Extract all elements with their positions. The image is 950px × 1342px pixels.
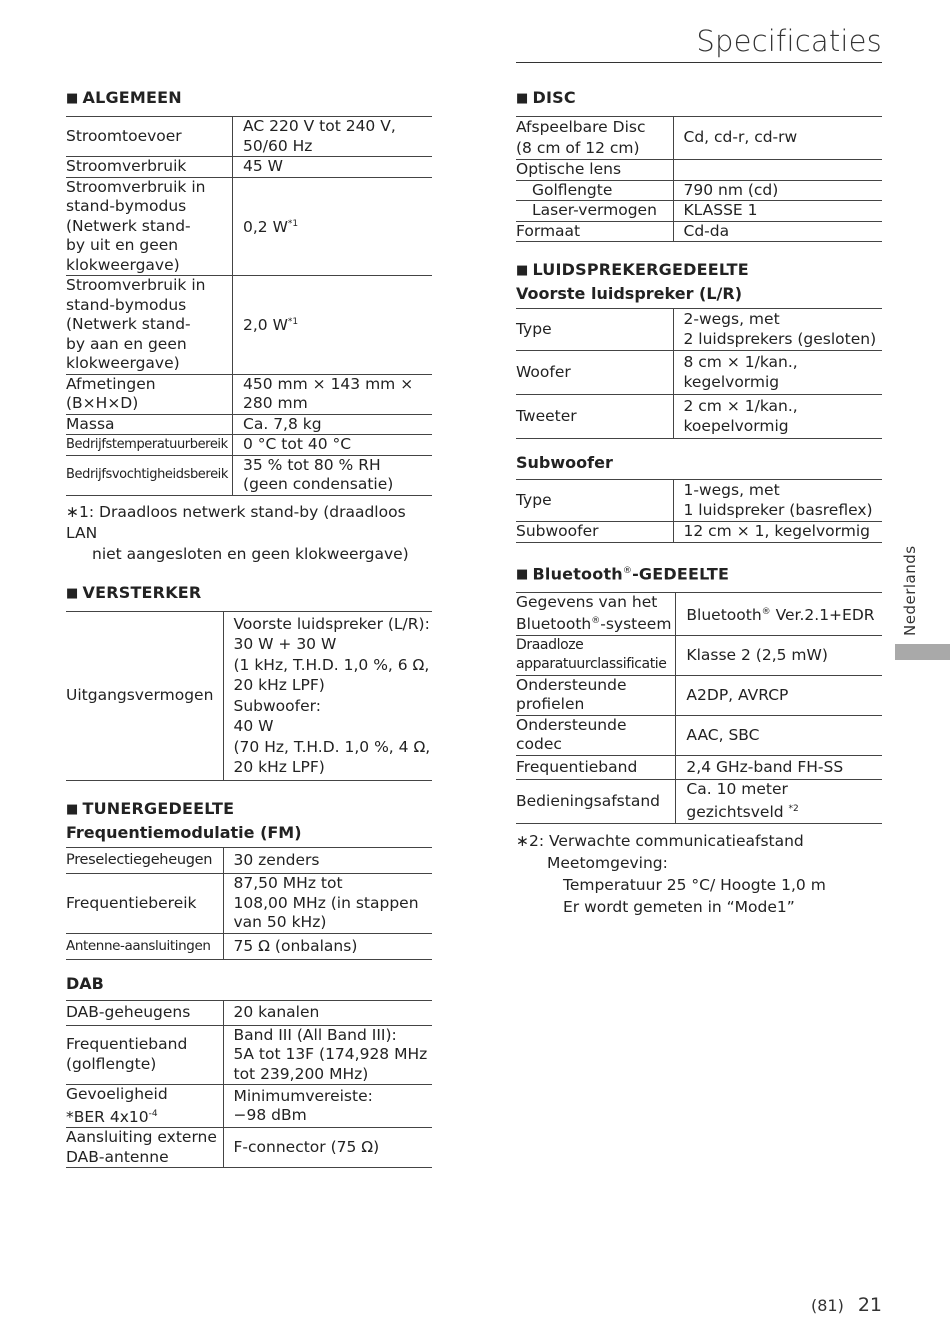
- registered-mark: ®: [761, 606, 771, 617]
- registered-mark: ®: [591, 616, 601, 627]
- table-row: [516, 755, 882, 780]
- spec-value-text: 2,0 W: [243, 316, 288, 335]
- table-row: [516, 592, 882, 635]
- spec-value-text: Ver.2.1+EDR: [770, 605, 875, 624]
- bluetooth-heading-text: -GEDEELTE: [632, 563, 730, 583]
- table-row: [66, 1001, 432, 1026]
- subwoofer-table: [516, 479, 882, 543]
- spec-key: Stroomtoevoer: [66, 117, 233, 157]
- page-number: [811, 1294, 882, 1316]
- algemeen-table: [66, 116, 432, 496]
- spec-value: [676, 780, 882, 823]
- versterker-table: [66, 611, 432, 781]
- section-heading-algemeen: [66, 88, 432, 110]
- table-row: [66, 1128, 432, 1168]
- spec-value-text: 0,2 W: [243, 218, 288, 237]
- table-row: [66, 374, 432, 414]
- table-row: [66, 276, 432, 375]
- language-label: Nederlands: [901, 545, 919, 636]
- table-row: [66, 1085, 432, 1128]
- spec-key: Bedieningsafstand: [516, 780, 676, 823]
- spec-key: Bedrijfstemperatuurbereik: [66, 435, 233, 456]
- square-bullet-icon: ■: [66, 585, 79, 601]
- table-row: [66, 117, 432, 157]
- page-title: Specificaties: [516, 24, 882, 63]
- footnote-ref: *2: [788, 803, 799, 814]
- tuner-heading-text: TUNERGEDEELTE: [82, 798, 235, 818]
- versterker-heading-text: VERSTERKER: [82, 582, 202, 602]
- spec-key: Ondersteunde codec: [516, 715, 676, 755]
- spec-key: Antenne-aansluitingen: [66, 933, 223, 960]
- footnote-mark: ∗2:: [516, 831, 545, 850]
- subwoofer-subheading: Subwoofer: [516, 453, 613, 472]
- section-heading-disc: [516, 88, 882, 110]
- spec-key-text: Gevoeligheid *BER 4x10: [66, 1085, 168, 1126]
- spec-value: [673, 160, 882, 181]
- table-row: [516, 180, 882, 201]
- spec-value: 45 W: [243, 157, 283, 175]
- footnote-text: Temperatuur 25 °C/ Hoogte 1,0 m: [563, 875, 826, 894]
- spec-key: Type: [516, 309, 673, 351]
- bluetooth-heading-text: Bluetooth: [532, 563, 623, 583]
- footnote-2: [516, 830, 882, 918]
- footnote-ref: *1: [287, 218, 299, 229]
- disc-table: [516, 116, 882, 242]
- table-row: [66, 1025, 432, 1085]
- table-row: [516, 160, 882, 181]
- left-column: [66, 88, 432, 1168]
- spec-key: Golflengte: [516, 180, 673, 201]
- spec-value: 75 Ω (onbalans): [233, 936, 358, 955]
- bluetooth-table: [516, 592, 882, 824]
- spec-value: 0 °C tot 40 °C: [243, 435, 352, 453]
- disc-heading-text: DISC: [532, 88, 576, 107]
- table-row: [516, 480, 882, 522]
- spec-key: Subwoofer: [516, 522, 673, 543]
- square-bullet-icon: ■: [516, 91, 529, 106]
- section-heading-versterker: [66, 583, 432, 605]
- table-row: [66, 933, 432, 960]
- spec-key: Woofer: [516, 351, 673, 395]
- table-row: [66, 435, 432, 456]
- footnote-ref: *1: [287, 317, 299, 328]
- footnote-text: Er wordt gemeten in “Mode1”: [563, 897, 795, 916]
- spec-value: A2DP, AVRCP: [686, 685, 789, 704]
- footnote-1: [66, 502, 432, 565]
- section-heading-luidspreker: [516, 260, 882, 282]
- spec-value: [233, 276, 432, 375]
- table-row: [516, 522, 882, 543]
- spec-key: Frequentieband (golflengte): [66, 1025, 223, 1085]
- spec-key: Preselectiegeheugen: [66, 847, 223, 874]
- spec-value-text: Ca. 10 meter gezichtsveld: [686, 780, 788, 822]
- spec-value: Cd-da: [683, 221, 730, 240]
- table-row: [66, 177, 432, 276]
- luidspreker-heading-text: LUIDSPREKERGEDEELTE: [532, 260, 749, 279]
- spec-value: F-connector (75 Ω): [233, 1137, 380, 1156]
- spec-key: Laser-vermogen: [516, 201, 673, 222]
- spec-value: 12 cm × 1, kegelvormig: [683, 522, 870, 540]
- front-speaker-subheading: Voorste luidspreker (L/R): [516, 284, 743, 303]
- spec-value: Cd, cd-r, cd-rw: [683, 128, 798, 147]
- spec-value: 35 % tot 80 % RH (geen condensatie): [243, 455, 394, 493]
- spec-key: Frequentiebereik: [66, 874, 223, 934]
- spec-key: Formaat: [516, 221, 673, 242]
- table-row: [66, 611, 432, 780]
- spec-key: Type: [516, 480, 673, 522]
- square-bullet-icon: ■: [516, 263, 529, 278]
- spec-key: [516, 592, 676, 635]
- spec-value: 20 kanalen: [233, 1003, 320, 1021]
- table-row: [516, 395, 882, 439]
- table-row: [66, 847, 432, 874]
- spec-key: Stroomverbruik: [66, 157, 233, 178]
- table-row: [66, 414, 432, 435]
- spec-value: 87,50 MHz tot 108,00 MHz (in stappen van 50 kHz): [233, 874, 419, 931]
- spec-value: 2-wegs, met 2 luidsprekers (gesloten): [683, 310, 877, 348]
- table-row: [516, 780, 882, 823]
- square-bullet-icon: ■: [66, 801, 79, 817]
- footnote-text: Verwachte communicatieafstand: [549, 831, 804, 850]
- spec-value: Voorste luidspreker (L/R): 30 W + 30 W (1 kHz, T.H.D. 1,0 %, 6 Ω, 20 kHz LPF) Subwoofer: 40 W (70 Hz, T.H.D. 1,0 %, 4 Ω, 20 kHz LPF): [233, 614, 431, 776]
- spec-value: [233, 177, 432, 276]
- spec-value: 1-wegs, met 1 luidspreker (basreflex): [683, 481, 873, 519]
- spec-value: [676, 592, 882, 635]
- spec-key: Stroomverbruik in stand-bymodus (Netwerk stand- by aan en geen klokweergave): [66, 276, 233, 375]
- footnote-text: Meetomgeving:: [547, 853, 668, 872]
- fm-subheading: Frequentiemodulatie (FM): [66, 822, 302, 842]
- spec-value-text: Bluetooth: [686, 605, 762, 624]
- table-row: [516, 675, 882, 715]
- page-number-paren: (81): [810, 1296, 844, 1315]
- square-bullet-icon: ■: [516, 566, 529, 582]
- dab-table: [66, 1000, 432, 1168]
- language-side-tab: [895, 540, 950, 660]
- front-speaker-table: [516, 308, 882, 439]
- spec-key: Tweeter: [516, 395, 673, 439]
- footnote-text: niet aangesloten en geen klokweergave): [92, 544, 409, 563]
- tuner-table: [66, 847, 432, 961]
- section-heading-tuner: [66, 799, 432, 821]
- section-heading-bluetooth: [516, 561, 882, 586]
- footnote-mark: ∗1:: [66, 502, 95, 521]
- spec-value: 2,4 GHz-band FH-SS: [686, 757, 844, 776]
- spec-value: 8 cm × 1/kan., kegelvormig: [683, 353, 798, 391]
- spec-key: Optische lens: [516, 160, 673, 181]
- table-row: [516, 635, 882, 675]
- spec-key-text: -systeem: [600, 615, 672, 634]
- right-column: [516, 88, 882, 918]
- language-tab-bar: [895, 644, 950, 660]
- spec-value: Band III (All Band III): 5A tot 13F (174,928 MHz tot 239,200 MHz): [233, 1025, 428, 1083]
- spec-value: 2 cm × 1/kan., koepelvormig: [683, 397, 798, 435]
- spec-key: [66, 1085, 223, 1128]
- table-row: [66, 157, 432, 178]
- table-row: [516, 201, 882, 222]
- exponent: -4: [148, 1108, 158, 1119]
- footnote-text: Draadloos netwerk stand-by (draadloos LAN: [66, 502, 406, 542]
- spec-value: 30 zenders: [233, 850, 320, 869]
- spec-key: DAB-geheugens: [66, 1001, 223, 1026]
- spec-key: Uitgangsvermogen: [66, 611, 223, 780]
- spec-key: Bedrijfsvochtigheidsbereik: [66, 455, 233, 495]
- table-row: [516, 221, 882, 242]
- registered-mark: ®: [622, 565, 633, 576]
- spec-key: Afspeelbare Disc (8 cm of 12 cm): [516, 117, 673, 160]
- spec-key-text: Gegevens van het Bluetooth: [516, 592, 658, 634]
- table-row: [516, 715, 882, 755]
- spec-key: Stroomverbruik in stand-bymodus (Netwerk stand- by uit en geen klokweergave): [66, 177, 233, 276]
- table-row: [516, 309, 882, 351]
- table-row: [66, 455, 432, 495]
- spec-key: Massa: [66, 414, 233, 435]
- spec-value: 790 nm (cd): [683, 180, 779, 199]
- spec-value: 450 mm × 143 mm × 280 mm: [243, 374, 414, 412]
- dab-heading: DAB: [66, 974, 104, 993]
- spec-value: AAC, SBC: [686, 725, 760, 744]
- square-bullet-icon: ■: [66, 91, 79, 106]
- spec-value: Minimumvereiste: −98 dBm: [233, 1086, 373, 1125]
- spec-value: KLASSE 1: [683, 201, 758, 219]
- spec-key: Ondersteunde profielen: [516, 675, 676, 715]
- spec-value: Klasse 2 (2,5 mW): [686, 645, 828, 664]
- algemeen-heading-text: ALGEMEEN: [82, 88, 182, 107]
- spec-key: Afmetingen (B×H×D): [66, 374, 233, 414]
- spec-key: Draadloze apparatuurclassificatie: [516, 635, 676, 675]
- spec-key: Frequentieband: [516, 755, 676, 780]
- table-row: [516, 117, 882, 160]
- spec-value: AC 220 V tot 240 V, 50/60 Hz: [243, 117, 396, 155]
- spec-value: Ca. 7,8 kg: [243, 414, 322, 433]
- page-number-value: 21: [857, 1294, 882, 1316]
- spec-key: Aansluiting externe DAB-antenne: [66, 1128, 223, 1168]
- table-row: [66, 874, 432, 934]
- table-row: [516, 351, 882, 395]
